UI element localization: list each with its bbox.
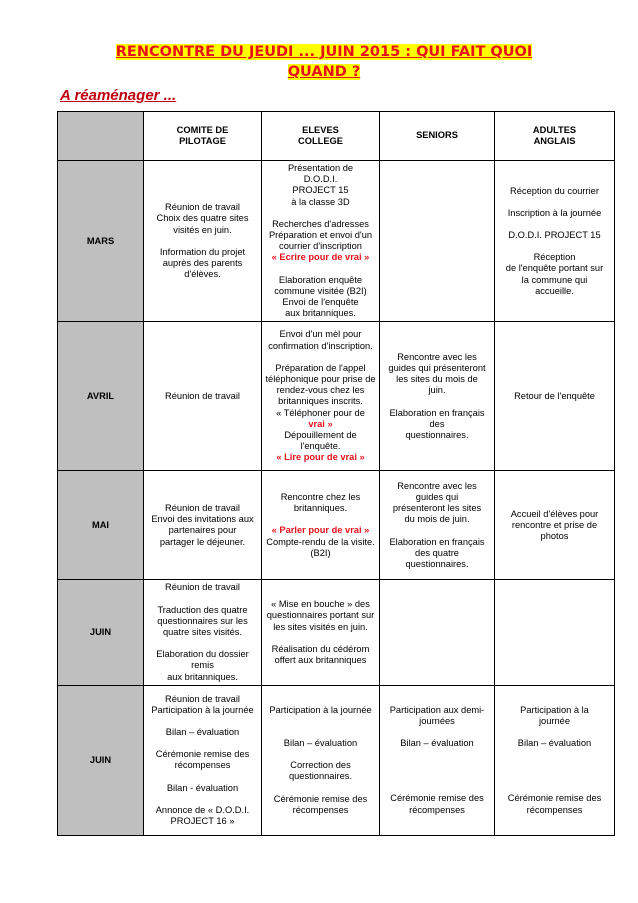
cell-text-line: Accueil d'élèves pour	[510, 508, 599, 519]
cell-text-line: Réception	[533, 252, 576, 263]
cell-avril-comite	[144, 322, 262, 471]
row-avril	[58, 322, 615, 471]
cell-text-line	[383, 749, 491, 760]
header-corner-cell	[58, 112, 144, 161]
document-subtitle: A réaménager ...	[60, 87, 177, 104]
cell-text-line: Choix des quatre sites	[156, 213, 249, 224]
row-juin-1	[58, 580, 615, 685]
cell-text-line	[265, 352, 376, 363]
header-row	[58, 112, 615, 161]
cell-text-line	[265, 208, 376, 219]
cell-text-line: ADULTES	[532, 124, 577, 135]
cell-text-line: du mois de juin.	[404, 514, 470, 525]
cell-text-line: Correction des	[290, 760, 351, 771]
cell-mai-comite	[144, 471, 262, 580]
cell-text-line: « Téléphoner pour de	[276, 407, 365, 418]
cell-text-line: courrier d'inscription	[279, 241, 362, 252]
cell-text-line	[147, 236, 258, 247]
cell-text-line: Annonce de « D.O.D.I.	[155, 804, 250, 815]
cell-text-line: partenaires pour	[168, 525, 237, 536]
cell-text-line: Participation à la journée	[151, 704, 254, 715]
cell-mars-eleves	[262, 161, 380, 322]
cell-text-line: Recherches d'adresses	[272, 218, 369, 229]
cell-text-line: questionnaires.	[288, 771, 353, 782]
cell-text-line	[383, 760, 491, 771]
cell-text-line	[498, 749, 611, 760]
cell-text-line: Préparation et envoi d'un	[268, 230, 373, 241]
cell-text-line: COMITE DE	[176, 124, 229, 135]
row-label-avril: AVRIL	[58, 322, 144, 471]
cell-text-line: Elaboration du dossier remis	[156, 649, 249, 671]
cell-text-line	[383, 526, 491, 537]
header-seniors	[380, 112, 495, 161]
cell-text-line: Rencontre avec les	[397, 480, 477, 491]
cell-text-line: d'élèves.	[184, 269, 221, 280]
document-title	[60, 42, 588, 82]
row-label-mars: MARS	[58, 161, 144, 322]
cell-text-line: Bilan – évaluation	[400, 738, 474, 749]
cell-text-line: Envoi de l'enquête	[282, 297, 359, 308]
title-line-2: QUAND ?	[287, 64, 361, 80]
cell-text-line: ANGLAIS	[533, 136, 576, 146]
cell-text-line: accueille.	[535, 285, 574, 296]
cell-text-line	[383, 727, 491, 738]
cell-text-line: quatre sites visités.	[162, 627, 243, 638]
cell-juin2-comite	[144, 685, 262, 835]
cell-text-line: Information du projet	[159, 246, 246, 257]
cell-text-line: Participation aux demi-	[389, 704, 485, 715]
cell-text-line: Rencontre avec les	[397, 351, 477, 362]
cell-text-line: Réception du courrier	[510, 185, 599, 196]
cell-text-line	[265, 783, 376, 794]
cell-text-line: récompenses	[409, 804, 465, 815]
cell-text-line	[498, 197, 611, 208]
cell-text-line: vrai »	[308, 418, 333, 429]
cell-text-line: Bilan – évaluation	[283, 737, 358, 748]
cell-text-line: PILOTAGE	[179, 136, 226, 146]
cell-text-line: la commune qui	[521, 274, 588, 285]
title-line-1: RENCONTRE DU JEUDI ... JUIN 2015 : QUI FAIT QUOI	[115, 44, 533, 60]
cell-text-line: Réunion de travail	[165, 390, 240, 401]
header-eleves-college	[262, 112, 380, 161]
cell-text-line: D.O.D.I.	[303, 174, 338, 185]
cell-text-line: Envoi des invitations aux	[151, 514, 254, 525]
cell-text-line: questionnaires.	[405, 558, 469, 569]
cell-text-line: Préparation de l'appel	[275, 362, 366, 373]
cell-text-line: Inscription à la journée	[507, 207, 602, 218]
cell-text-line: « Parler pour de vrai »	[271, 525, 370, 536]
cell-text-line: aux britanniques.	[167, 671, 238, 682]
cell-text-line	[498, 241, 611, 252]
cell-text-line	[498, 219, 611, 230]
cell-text-line	[147, 772, 258, 783]
row-mai	[58, 471, 615, 580]
cell-text-line: confirmation d'inscription.	[268, 340, 373, 351]
cell-text-line: présenteront les sites	[392, 503, 482, 514]
cell-juin2-seniors	[380, 685, 495, 835]
row-label-mai: MAI	[58, 471, 144, 580]
cell-text-line: Cérémonie remise des	[507, 793, 602, 804]
cell-avril-eleves	[262, 322, 380, 471]
cell-text-line: britanniques.	[293, 503, 348, 514]
cell-text-line: Compte-rendu de la visite.	[266, 536, 375, 547]
cell-text-line: Cérémonie remise des	[273, 793, 368, 804]
cell-text-line: guides qui présenteront	[388, 362, 486, 373]
cell-text-line	[265, 716, 376, 727]
cell-text-line: PROJECT 16 »	[170, 815, 235, 826]
cell-juin1-adultes	[495, 580, 615, 685]
cell-text-line: partager le déjeuner.	[159, 536, 246, 547]
cell-text-line: britanniques inscrits.	[278, 396, 363, 407]
cell-text-line: Réunion de travail	[165, 503, 240, 514]
cell-text-line: téléphonique pour prise de	[265, 373, 376, 384]
cell-text-line	[498, 760, 611, 771]
cell-text-line: (B2I)	[310, 547, 331, 558]
cell-mars-seniors	[380, 161, 495, 322]
cell-text-line	[147, 794, 258, 805]
cell-text-line	[147, 638, 258, 649]
cell-text-line: des quatre	[415, 547, 459, 558]
cell-text-line: Cérémonie remise des	[390, 793, 484, 804]
cell-text-line: « Lire pour de vrai »	[276, 452, 365, 463]
row-label-juin-2: JUIN	[58, 685, 144, 835]
header-comite-de-pilotage	[144, 112, 262, 161]
cell-avril-adultes	[495, 322, 615, 471]
cell-text-line: questionnaires sur les	[157, 615, 248, 626]
cell-text-line: Présentation de	[287, 163, 354, 173]
cell-text-line: de l'enquête portant sur	[505, 263, 604, 274]
cell-text-line	[147, 716, 258, 727]
cell-juin2-eleves	[262, 685, 380, 835]
cell-text-line: Bilan – évaluation	[517, 738, 592, 749]
cell-text-line	[265, 749, 376, 760]
cell-text-line	[498, 771, 611, 782]
cell-text-line: juin.	[428, 385, 446, 396]
cell-text-line: PROJECT 15	[292, 185, 349, 196]
cell-text-line: l'enquête.	[300, 441, 341, 452]
cell-text-line: Réalisation du cédérom	[271, 643, 370, 654]
cell-text-line: D.O.D.I. PROJECT 15	[508, 229, 601, 240]
cell-text-line: SENIORS	[416, 130, 458, 141]
cell-text-line	[383, 771, 491, 782]
cell-mars-comite	[144, 161, 262, 322]
cell-text-line: Réunion de travail	[165, 582, 240, 593]
cell-text-line: aux britanniques.	[285, 308, 356, 319]
cell-avril-seniors	[380, 322, 495, 471]
cell-juin2-adultes	[495, 685, 615, 835]
cell-text-line	[147, 738, 258, 749]
cell-text-line: questionnaires portant sur	[266, 610, 375, 621]
cell-text-line: Réunion de travail	[165, 693, 240, 704]
cell-text-line: Dépouillement de	[284, 429, 357, 440]
row-juin-2	[58, 685, 615, 835]
cell-text-line	[383, 397, 491, 408]
cell-text-line: offert aux britanniques	[274, 654, 367, 665]
cell-text-line	[498, 782, 611, 793]
cell-mai-seniors	[380, 471, 495, 580]
cell-juin1-comite	[144, 580, 262, 685]
cell-text-line: commune visitée (B2I)	[274, 285, 367, 296]
cell-text-line: Bilan - évaluation	[166, 782, 239, 793]
cell-text-line: Elaboration enquête	[278, 274, 363, 285]
cell-text-line: guides qui	[415, 491, 459, 502]
cell-text-line: récompenses	[526, 804, 583, 815]
cell-text-line: les sites visités en juin.	[273, 621, 368, 632]
cell-text-line: rendez-vous chez les	[276, 385, 365, 396]
cell-mai-adultes	[495, 471, 615, 580]
cell-text-line: récompenses	[174, 760, 231, 771]
cell-text-line: journée	[538, 716, 570, 727]
cell-juin1-eleves	[262, 580, 380, 685]
cell-text-line: rencontre et prise de	[511, 519, 598, 530]
cell-text-line: Envoi d'un mèl pour	[279, 329, 362, 340]
cell-text-line	[265, 264, 376, 275]
cell-text-line: les sites du mois de	[396, 374, 478, 385]
cell-text-line	[265, 514, 376, 525]
cell-text-line: Rencontre chez les	[280, 491, 361, 502]
cell-juin1-seniors	[380, 580, 495, 685]
cell-text-line: Elaboration en français	[389, 407, 485, 418]
cell-text-line	[383, 782, 491, 793]
cell-mai-eleves	[262, 471, 380, 580]
cell-text-line: Participation à la journée	[269, 704, 372, 715]
cell-text-line	[265, 633, 376, 644]
cell-text-line: Cérémonie remise des	[155, 749, 250, 760]
cell-text-line: Réunion de travail	[165, 202, 240, 213]
cell-text-line: photos	[540, 531, 569, 542]
cell-mars-adultes	[495, 161, 615, 322]
cell-text-line	[147, 594, 258, 605]
cell-text-line: « Mise en bouche » des	[271, 599, 370, 610]
cell-text-line	[265, 727, 376, 738]
cell-text-line: à la classe 3D	[291, 196, 350, 207]
cell-text-line: « Ecrire pour de vrai »	[271, 252, 370, 263]
planning-table	[57, 111, 615, 836]
cell-text-line: Elaboration en français	[389, 536, 485, 547]
cell-text-line: ELEVES	[302, 124, 339, 135]
cell-text-line: Retour de l'enquête	[514, 390, 595, 401]
cell-text-line: des	[429, 418, 445, 429]
cell-text-line: COLLEGE	[298, 136, 343, 146]
cell-text-line	[498, 727, 611, 738]
cell-text-line: Bilan – évaluation	[165, 726, 240, 737]
cell-text-line: visités en juin.	[173, 224, 232, 235]
row-label-juin-1: JUIN	[58, 580, 144, 685]
cell-text-line: Traduction des quatre	[157, 604, 248, 615]
cell-text-line: auprès des parents	[162, 257, 243, 268]
cell-text-line: journées	[419, 716, 455, 727]
header-adultes-anglais	[495, 112, 615, 161]
cell-text-line: questionnaires.	[405, 429, 469, 440]
row-mars	[58, 161, 615, 322]
cell-text-line: Participation à la	[520, 704, 589, 715]
cell-text-line: récompenses	[292, 804, 349, 815]
